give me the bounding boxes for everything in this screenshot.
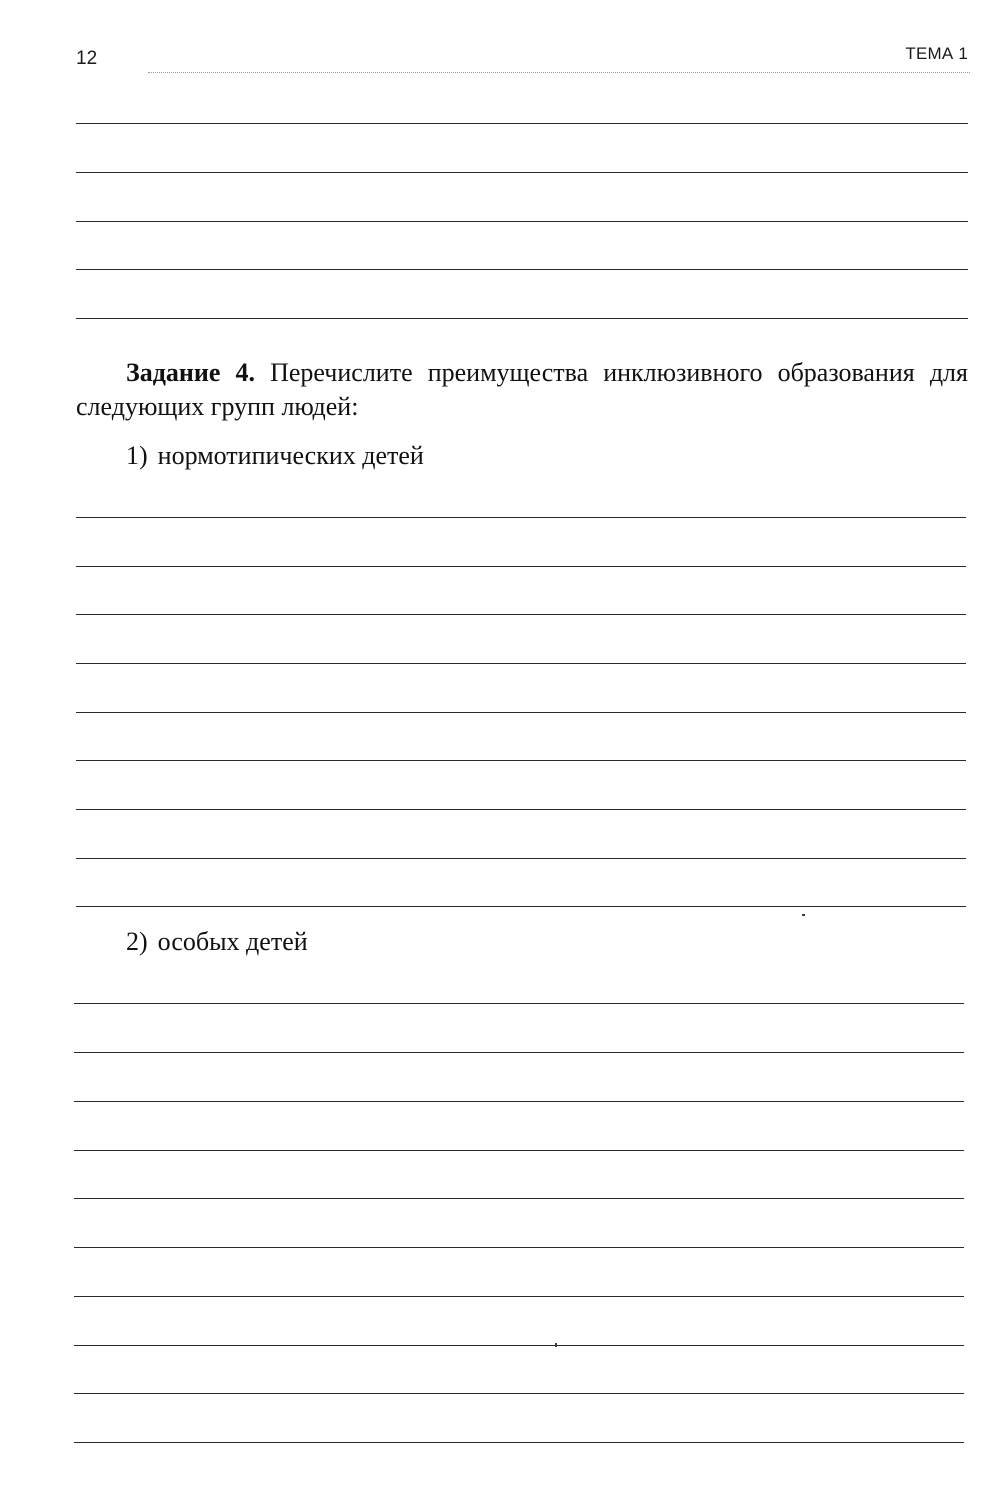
list-item-number: 1) — [126, 441, 148, 470]
answer-line[interactable] — [76, 172, 968, 173]
answer-line[interactable] — [76, 712, 966, 713]
task-4-statement — [76, 356, 968, 424]
answer-line[interactable] — [76, 269, 968, 270]
task-4-text: Перечислите преимущества инклюзивного образования для следующих групп людей: — [76, 358, 968, 421]
answer-line[interactable] — [74, 1052, 964, 1053]
answer-line[interactable] — [76, 760, 966, 761]
list-item-special-children — [126, 926, 308, 958]
answer-line[interactable] — [76, 517, 966, 518]
answer-line[interactable] — [76, 221, 968, 222]
scan-speck — [555, 1343, 557, 1347]
answer-line[interactable] — [74, 1247, 964, 1248]
answer-line[interactable] — [74, 1150, 964, 1151]
running-head: ТЕМА 1 — [905, 44, 968, 63]
scan-speck — [802, 914, 805, 916]
task-4-label: Задание 4. — [126, 358, 255, 387]
list-item-typical-children — [126, 440, 424, 472]
answer-line[interactable] — [76, 566, 966, 567]
list-item-label: особых детей — [157, 927, 308, 956]
answer-line[interactable] — [74, 1345, 964, 1346]
answer-line[interactable] — [76, 614, 966, 615]
answer-line[interactable] — [74, 1296, 964, 1297]
answer-line[interactable] — [74, 1393, 964, 1394]
answer-line[interactable] — [76, 663, 966, 664]
page-number: 12 — [76, 48, 98, 69]
answer-line[interactable] — [76, 858, 966, 859]
list-item-label: нормотипических детей — [157, 441, 424, 470]
answer-line[interactable] — [76, 809, 966, 810]
header-rule — [148, 72, 970, 73]
answer-line[interactable] — [76, 318, 968, 319]
answer-line[interactable] — [74, 1101, 964, 1102]
answer-line[interactable] — [76, 123, 968, 124]
answer-line[interactable] — [74, 1003, 964, 1004]
answer-line[interactable] — [74, 1442, 964, 1443]
answer-line[interactable] — [76, 906, 966, 907]
list-item-number: 2) — [126, 927, 148, 956]
answer-line[interactable] — [74, 1198, 964, 1199]
